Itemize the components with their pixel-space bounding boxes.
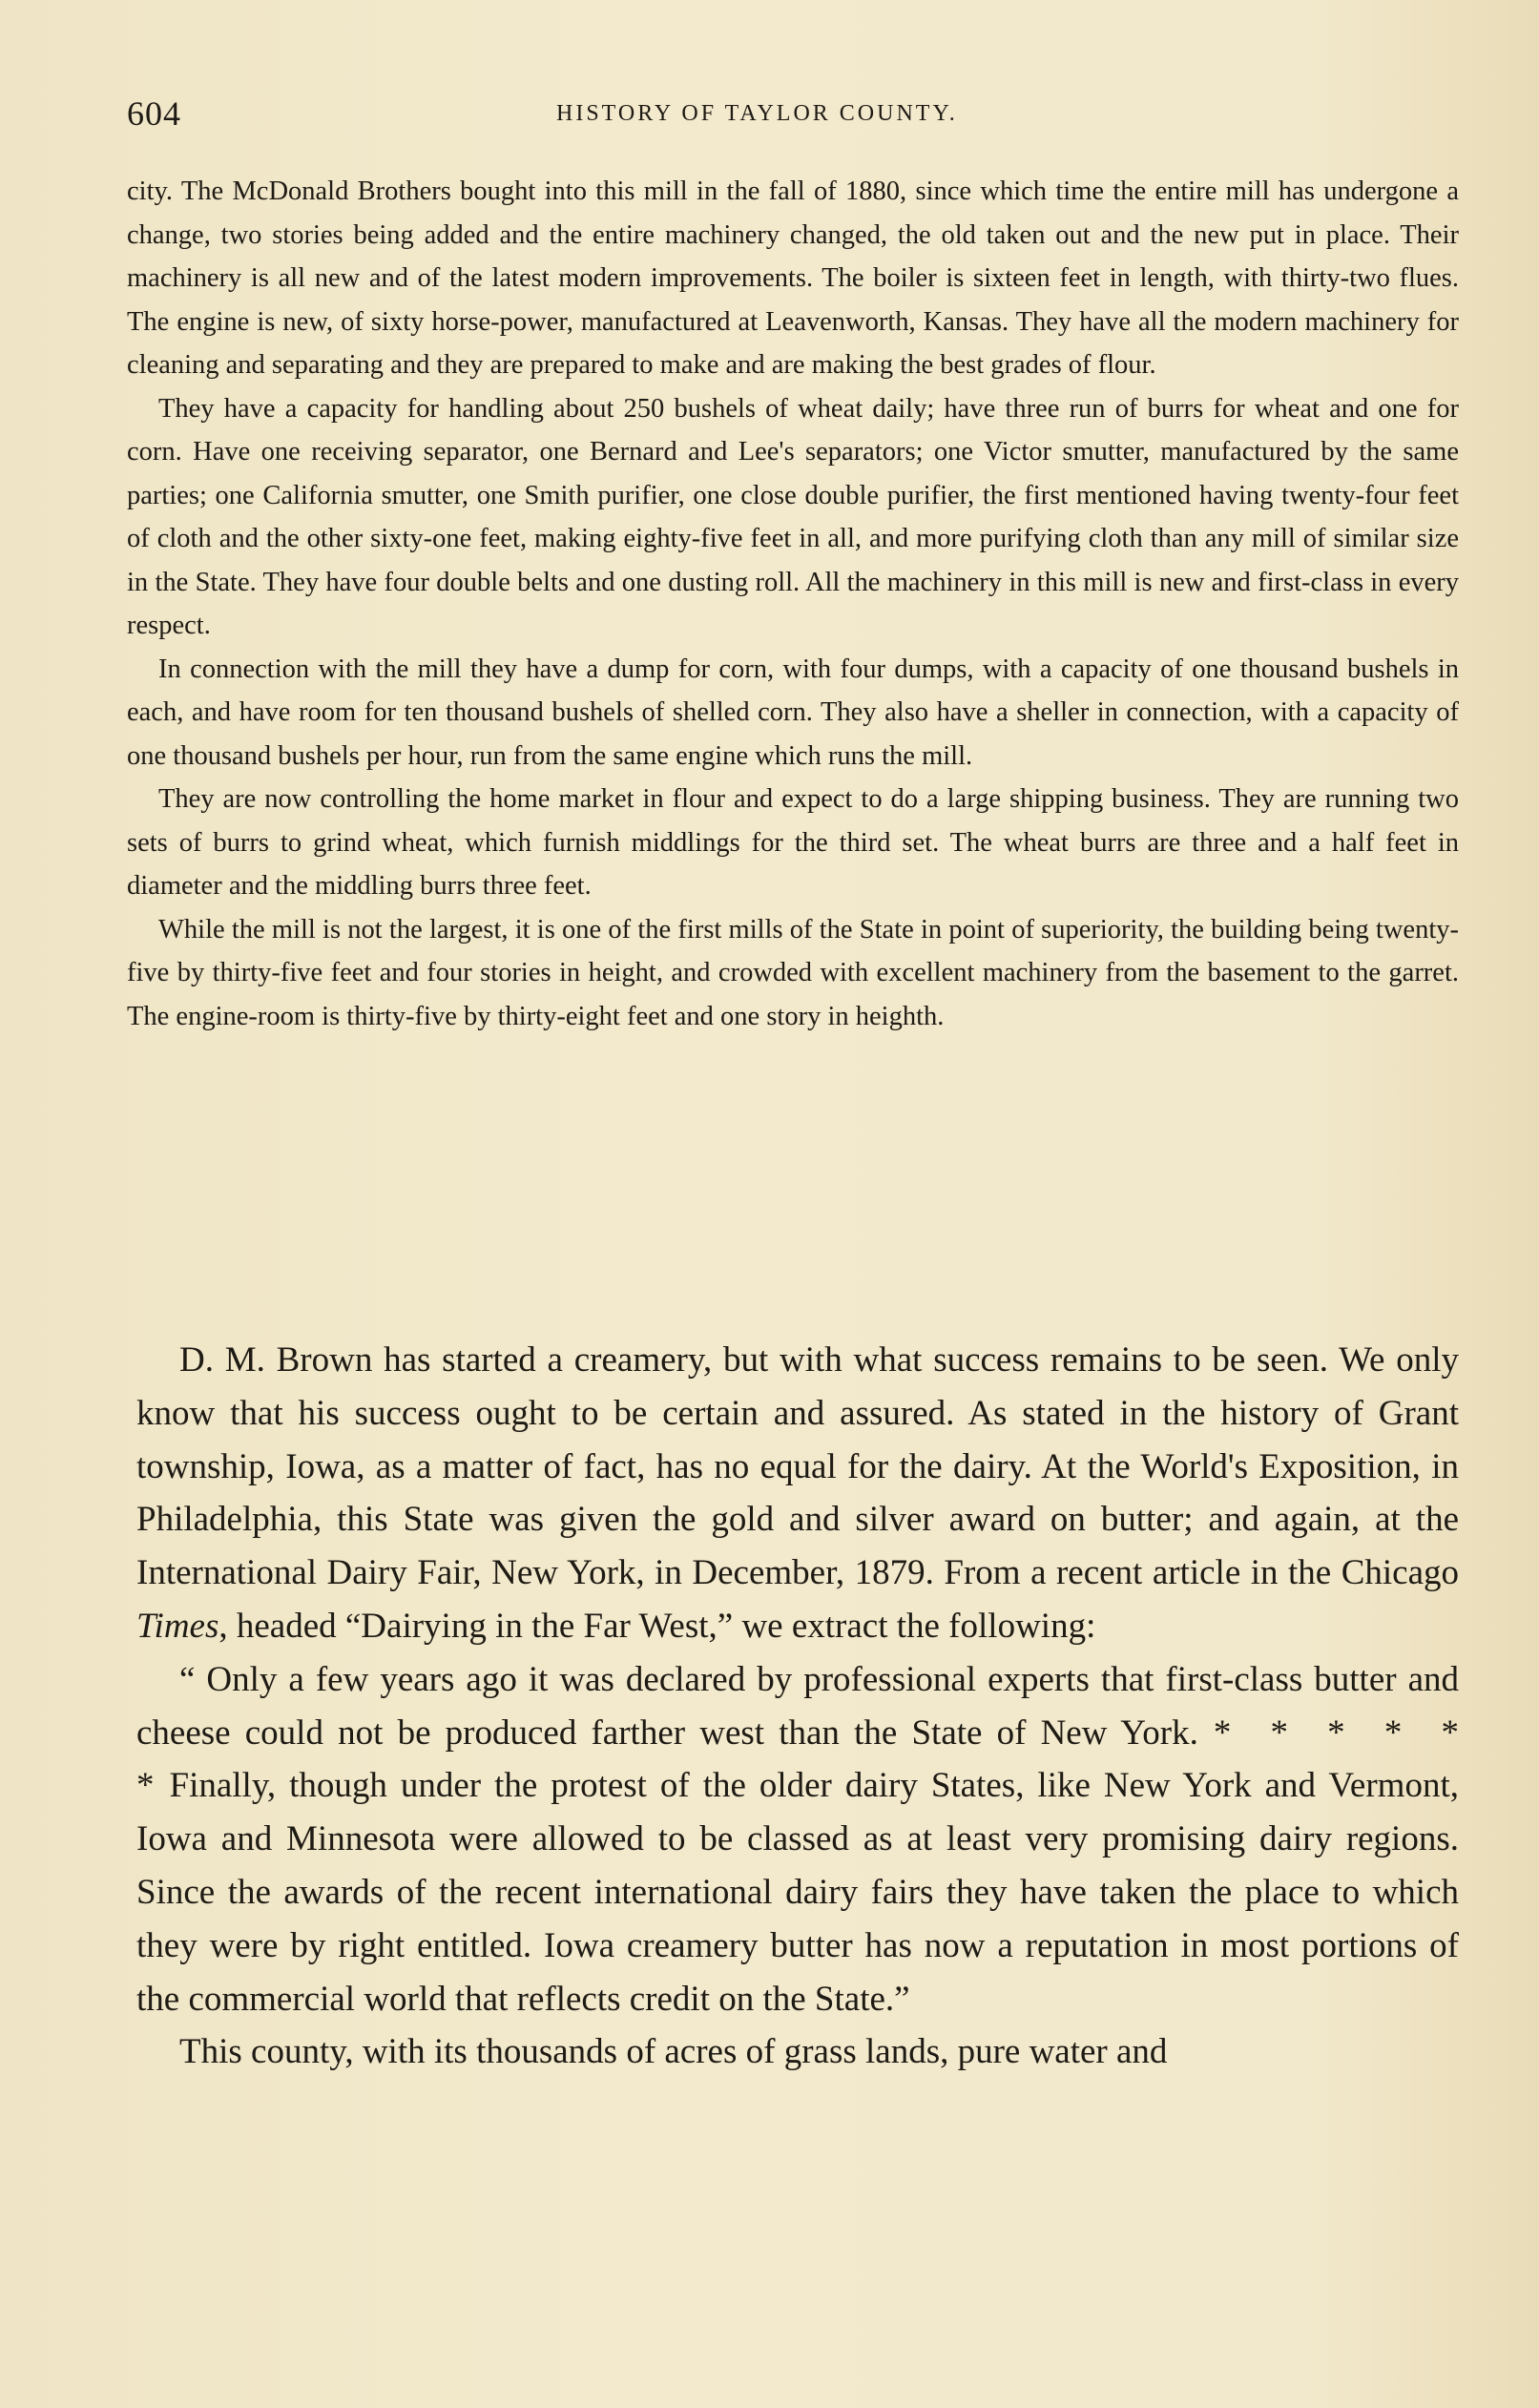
paragraph: [136, 1334, 1459, 1653]
page-number: 604: [127, 94, 181, 133]
text-run: , headed “Dairying in the Far West,” we extract the following:: [218, 1606, 1096, 1646]
paragraph: They are now controlling the home market in flour and expect to do a large shipping business. They are running two sets of burrs to grind wheat, which furnish middlings for the third set. The wheat burrs are three and a half feet in diameter and the middling burrs three feet.: [127, 784, 1459, 901]
paragraph: While the mill is not the largest, it is one of the first mills of the State in point of superiority, the building being twenty-five by thirty-five feet and four stories in height, and crowded with excellent machinery from the basement to the garret. The engine-room is thirty-five by thirty-eight feet and one story in heighth.: [127, 914, 1459, 1031]
ellipsis-stars: * * * * * *: [136, 1713, 1460, 1806]
running-head: HISTORY OF TAYLOR COUNTY.: [556, 101, 958, 126]
text-run: Finally, though under the protest of the older dairy States, like New York and Vermont, Iowa and Minnesota were allowed to be classed as at least very promising dairy regions. Since the awards of the recent international dairy fairs they have taken the place to which they were by right entitled. Iowa creamery butter has now a reputation in most portions of the commercial world that reflects credit on the State.”: [136, 1766, 1459, 2019]
text-run: “ Only a few years ago it was declared by professional experts that first-class butter and cheese could not be produced farther west than the State of New York.: [136, 1659, 1459, 1753]
quotation-paragraph: [136, 1653, 1459, 2026]
creamery-section: [136, 1334, 1459, 2079]
paragraph: In connection with the mill they have a dump for corn, with four dumps, with a capacity of one thousand bushels in each, and have room for ten thousand bushels of shelled corn. They also have a sheller in connection, with a capacity of one thousand bushels per hour, run from the same engine which runs the mill.: [127, 654, 1459, 771]
paragraph: This county, with its thousands of acres of grass lands, pure water and: [179, 2032, 1168, 2072]
page-header: [127, 93, 1463, 132]
mill-description-section: [127, 170, 1459, 1038]
paragraph: They have a capacity for handling about 250 bushels of wheat daily; have three run of burrs for wheat and one for corn. Have one receiving separator, one Bernard and Lee's separators; one Victor smutter, manufactured by the same parties; one California smutter, one Smith purifier, one close double purifier, the first mentioned having twenty-four feet of cloth and the other sixty-one feet, making eighty-five feet in all, and more purifying cloth than any mill of similar size in the State. They have four double belts and one dusting roll. All the machinery in this mill is new and first-class in every respect.: [127, 393, 1459, 640]
newspaper-title: Times: [136, 1606, 219, 1646]
paragraph: city. The McDonald Brothers bought into this mill in the fall of 1880, since which time the entire mill has undergone a change, two stories being added and the entire machinery changed, the old taken out and the new put in place. Their machinery is all new and of the latest modern improvements. The boiler is sixteen feet in length, with thirty-two flues. The engine is new, of sixty horse-power, manufactured at Leavenworth, Kansas. They have all the modern machinery for cleaning and separating and they are prepared to make and are making the best grades of flour.: [127, 176, 1459, 380]
text-run: D. M. Brown has started a creamery, but with what success remains to be seen. We only know that his success ought to be certain and assured. As stated in the history of Grant township, Iowa, as a matter of fact, has no equal for the dairy. At the World's Exposition, in Philadelphia, this State was given the gold and silver award on butter; and again, at the International Dairy Fair, New York, in December, 1879. From a recent article in the Chicago: [136, 1340, 1459, 1593]
